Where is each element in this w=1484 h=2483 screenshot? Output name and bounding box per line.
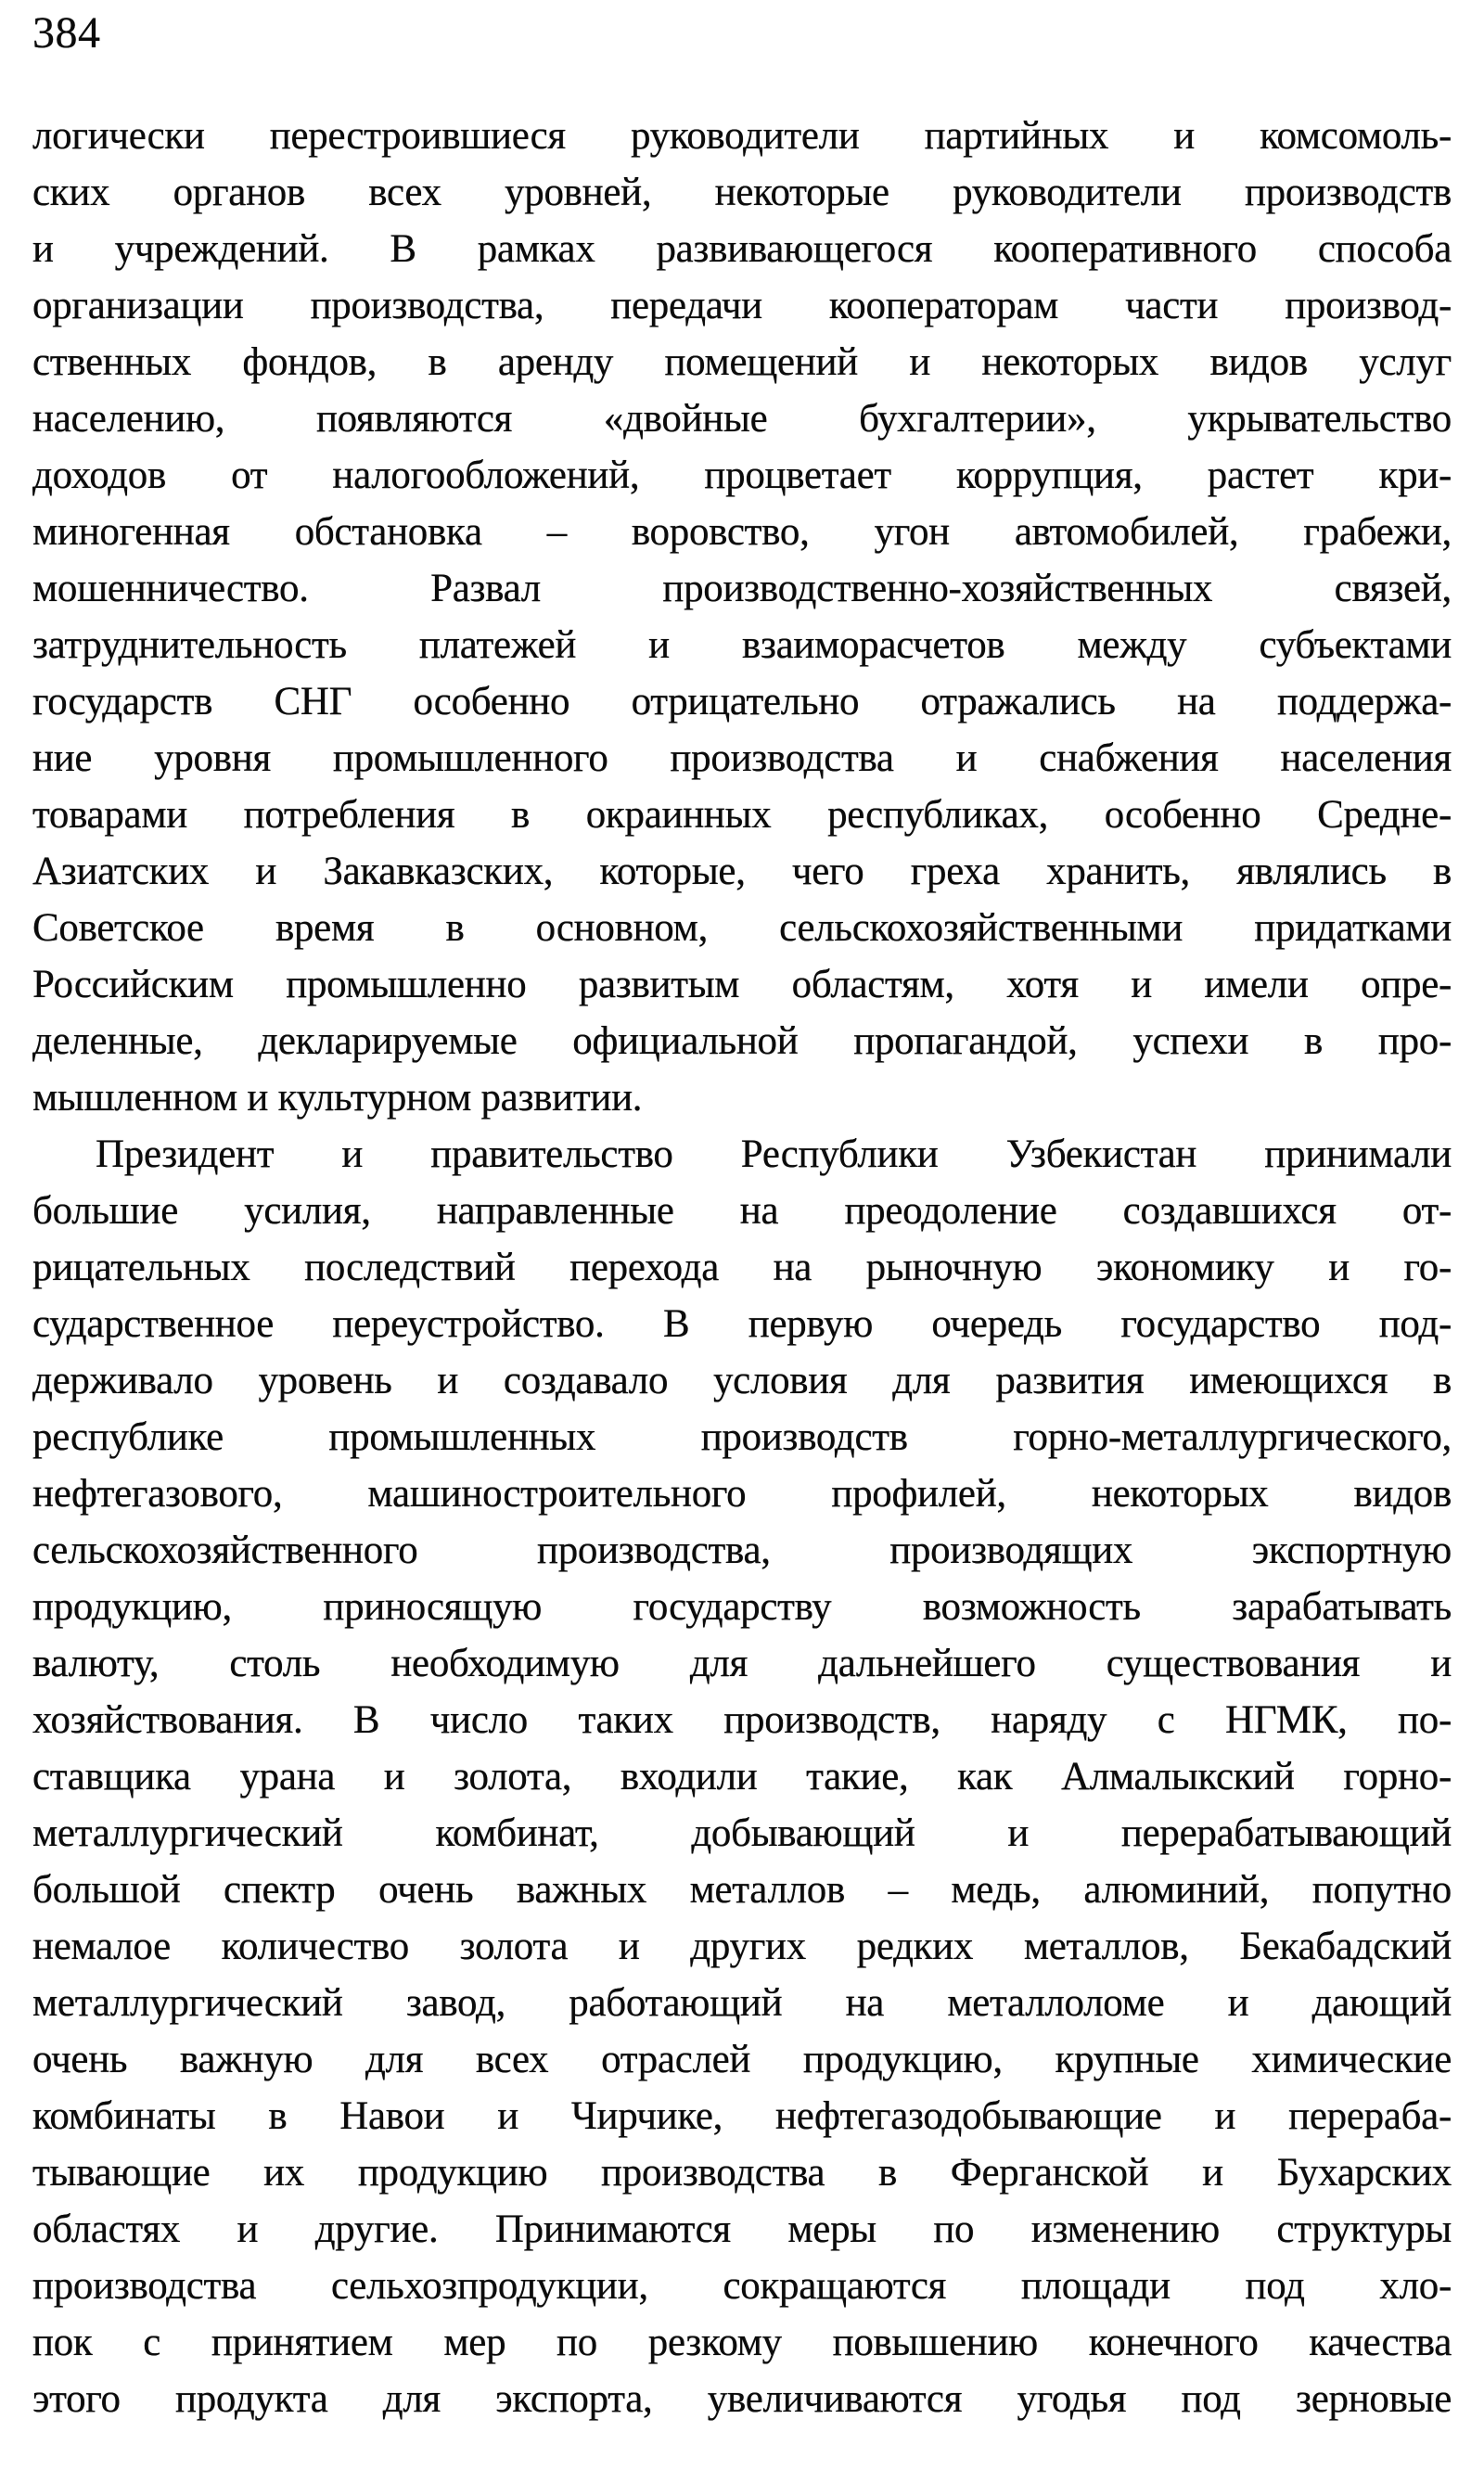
text-line: производства сельхозпродукции, сокращаются площади под хло- — [32, 2264, 1452, 2308]
text-line: Российским промышленно развитым областям, хотя и имели опре- — [32, 963, 1452, 1006]
text-line: металлургический комбинат, добывающий и перерабатывающий — [32, 1811, 1452, 1855]
text-line: сударственное переустройство. В первую очередь государство под- — [32, 1302, 1452, 1346]
text-line: нефтегазового, машиностроительного профилей, некоторых видов — [32, 1472, 1452, 1516]
text-line: деленные, декларируемые официальной пропагандой, успехи в про- — [32, 1019, 1452, 1063]
text-line: Президент и правительство Республики Узбекистан принимали — [96, 1133, 1452, 1176]
text-line: очень важную для всех отраслей продукцию, крупные химические — [32, 2038, 1452, 2081]
text-line: затруднительность платежей и взаиморасчетов между субъектами — [32, 623, 1452, 667]
text-line: мошенничество. Развал производственно-хозяйственных связей, — [32, 567, 1452, 610]
text-line: этого продукта для экспорта, увеличиваются угодья под зерновые — [32, 2377, 1452, 2421]
text-line: ских органов всех уровней, некоторые руководители производств — [32, 171, 1452, 214]
text-line: большие усилия, направленные на преодоление создавшихся от- — [32, 1189, 1452, 1233]
text-line: областях и другие. Принимаются меры по изменению структуры — [32, 2208, 1452, 2251]
text-line: ставщика урана и золота, входили такие, как Алмалыкский горно- — [32, 1755, 1452, 1798]
text-line: сельскохозяйственного производства, производящих экспортную — [32, 1529, 1452, 1572]
text-line: и учреждений. В рамках развивающегося кооперативного способа — [32, 227, 1452, 271]
text-line: Советское время в основном, сельскохозяйственными придатками — [32, 906, 1452, 950]
text-line: товарами потребления в окраинных республиках, особенно Средне- — [32, 793, 1452, 837]
text-line: держивало уровень и создавало условия для развития имеющихся в — [32, 1359, 1452, 1402]
text-line: продукцию, приносящую государству возможность зарабатывать — [32, 1585, 1452, 1629]
text-line: рицательных последствий перехода на рыночную экономику и го- — [32, 1246, 1452, 1289]
text-line: логически перестроившиеся руководители партийных и комсомоль- — [32, 114, 1452, 158]
paragraph — [32, 108, 1452, 1126]
text-line: организации производства, передачи кооператорам части производ- — [32, 284, 1452, 327]
page-number: 384 — [32, 8, 101, 58]
text-line: немалое количество золота и других редких металлов, Бекабадский — [32, 1925, 1452, 1968]
paragraph — [32, 1126, 1452, 2427]
text-line: металлургический завод, работающий на металлоломе и дающий — [32, 1981, 1452, 2025]
text-line: валюту, столь необходимую для дальнейшего существования и — [32, 1642, 1452, 1685]
text-line: населению, появляются «двойные бухгалтерии», укрывательство — [32, 397, 1452, 441]
text-line: пок с принятием мер по резкому повышению конечного качества — [32, 2321, 1452, 2364]
text-line: Азиатских и Закавказских, которые, чего греха хранить, являлись в — [32, 850, 1452, 893]
text-line: государств СНГ особенно отрицательно отражались на поддержа- — [32, 680, 1452, 723]
text-line: мышленном и культурном развитии. — [32, 1076, 643, 1120]
text-line: миногенная обстановка – воровство, угон автомобилей, грабежи, — [32, 510, 1452, 554]
text-line: тывающие их продукцию производства в Ферганской и Бухарских — [32, 2151, 1452, 2195]
text-line: республике промышленных производств горно-металлургического, — [32, 1415, 1452, 1459]
text-line: доходов от налогообложений, процветает коррупция, растет кри- — [32, 454, 1452, 497]
text-line: большой спектр очень важных металлов – медь, алюминий, попутно — [32, 1868, 1452, 1912]
body-text — [32, 108, 1452, 2427]
text-line: комбинаты в Навои и Чирчике, нефтегазодобывающие и перераба- — [32, 2094, 1452, 2138]
text-line: ственных фондов, в аренду помещений и некоторых видов услуг — [32, 340, 1452, 384]
text-line: хозяйствования. В число таких производств, наряду с НГМК, по- — [32, 1698, 1452, 1742]
text-line: ние уровня промышленного производства и снабжения населения — [32, 736, 1452, 780]
